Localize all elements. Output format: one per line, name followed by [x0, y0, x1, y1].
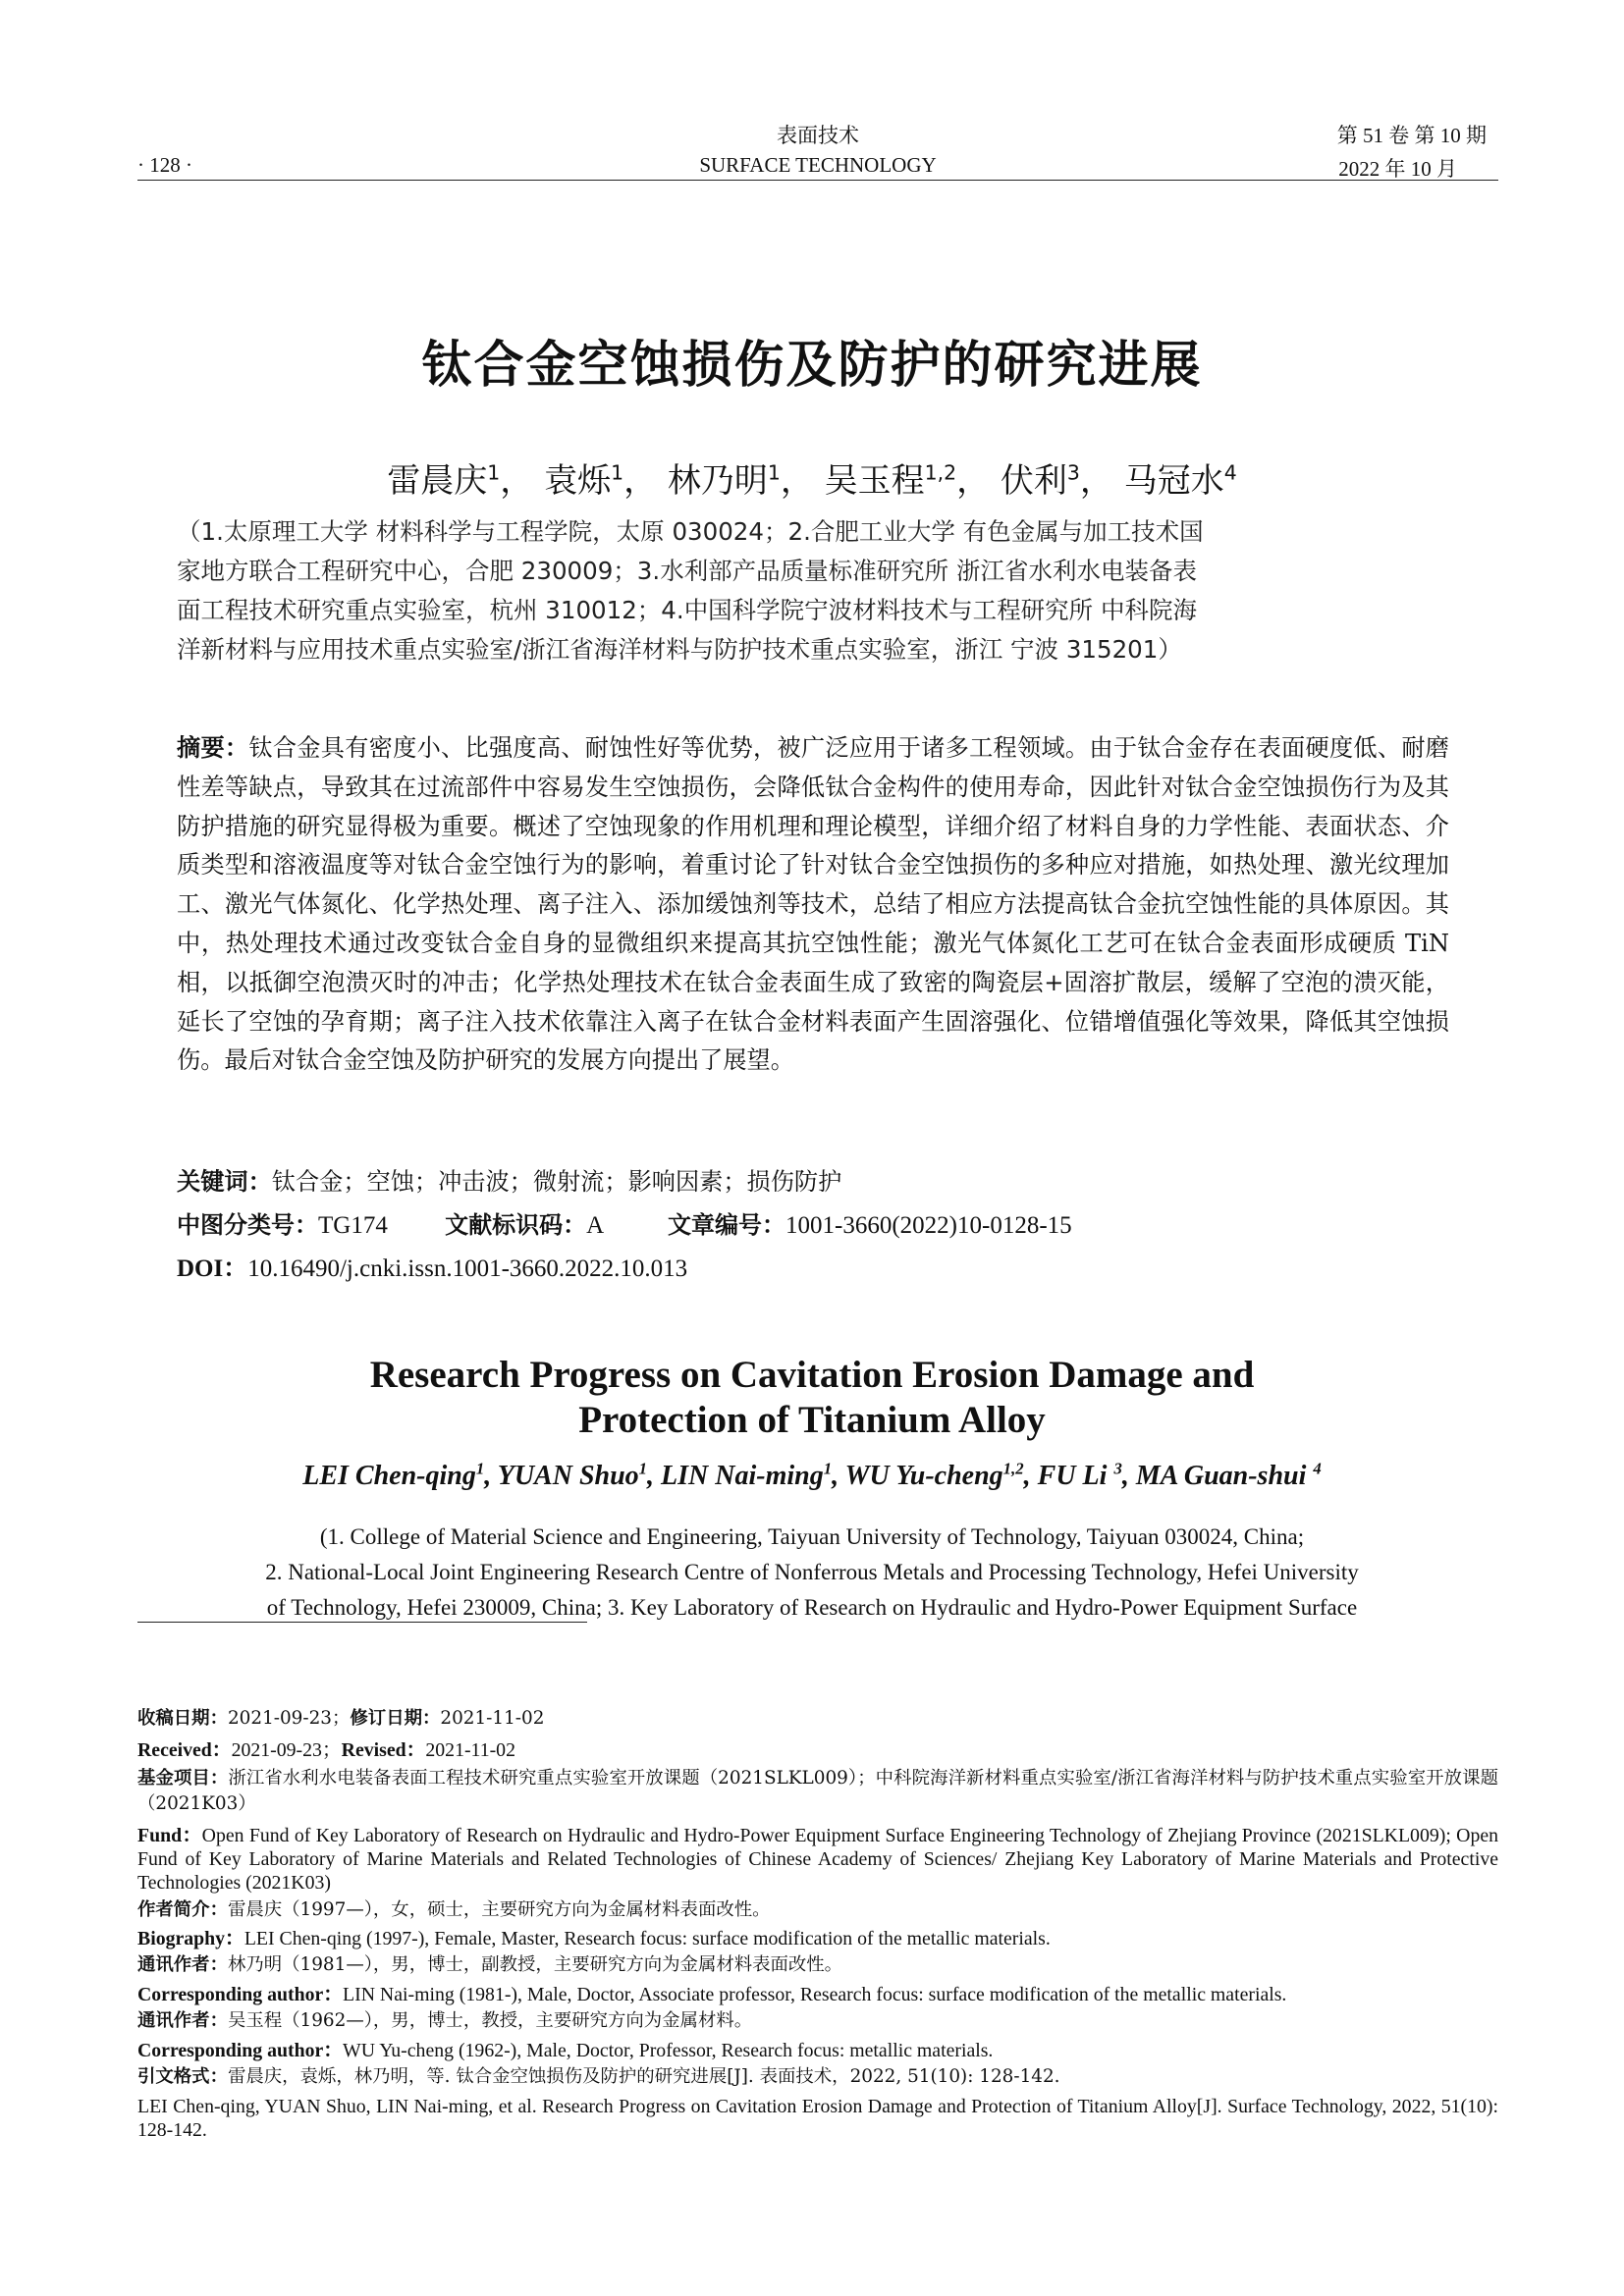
author-list-en: LEI Chen-qing$^1$, YUAN Shuo$^1$, LIN Nai-ming$^1$, WU Yu-cheng$^{1,2}$, FU Li $^3$, MA Guan-shui $^4$ — [302, 1459, 1322, 1491]
doi-label: DOI： — [177, 1255, 248, 1282]
article-no-label: 文章编号： — [668, 1211, 786, 1239]
page-number: · 128 · — [137, 153, 192, 177]
fund-en: Fund：Open Fund of Key Laboratory of Research on Hydraulic and Hydro-Power Equipment Surface Engineering Technology of Zhejiang Province (2021SLKL009); Open Fund of Key Laboratory of Marine Materials and Related Technologies of Chinese Academy of Sciences/ Zhejiang Key Laboratory of Marine Materials and Protective Technologies (2021K03) — [137, 1824, 1498, 1895]
received-en: Received：2021-09-23；Revised：2021-11-02 — [137, 1738, 515, 1761]
doi-line — [177, 1249, 687, 1284]
doc-code-label: 文献标识码： — [445, 1211, 587, 1239]
running-header — [137, 116, 1498, 181]
author: 袁烁$^1$ — [544, 460, 624, 501]
affiliation-line: (1. College of Material Science and Engineering, Taiyuan University of Technology, Taiyuan 030024, China; — [319, 1524, 1305, 1549]
bio-en: Biography：LEI Chen-qing (1997-), Female, Master, Research focus: surface modification of the metallic materials. — [137, 1928, 1051, 1950]
abstract-label: 摘要： — [177, 734, 249, 762]
footnotes — [137, 1706, 1498, 2142]
corresponding-author-2-cn: 通讯作者：吴玉程（1962—），男，博士，教授，主要研究方向为金属材料。 — [137, 2010, 753, 2032]
author-list-cn: 雷晨庆$^1$， 袁烁$^1$， 林乃明$^1$， 吴玉程$^{1,2}$， 伏利$^3$， 马冠水$^4$ — [387, 460, 1237, 501]
doc-code-value: A — [586, 1212, 603, 1239]
author: LIN Nai-ming$^1$ — [661, 1459, 833, 1491]
corresponding-author-1-en: Corresponding author：LIN Nai-ming (1981-), Male, Doctor, Associate professor, Research focus: surface modification of the metallic materials. — [137, 1983, 1287, 2005]
abstract-text: 钛合金具有密度小、比强度高、耐蚀性好等优势，被广泛应用于诸多工程领域。由于钛合金存在表面硬度低、耐磨性差等缺点，导致其在过流部件中容易发生空蚀损伤，会降低钛合金构件的使用寿命，因此针对钛合金空蚀损伤行为及其防护措施的研究显得极为重要。概述了空蚀现象的作用机理和理论模型，详细介绍了材料自身的力学性能、表面状态、介质类型和溶液温度等对钛合金空蚀行为的影响，着重讨论了针对钛合金空蚀损伤的多种应对措施，如热处理、激光纹理加工、激光气体氮化、化学热处理、离子注入、添加缓蚀剂等技术，总结了相应方法提高钛合金抗空蚀性能的具体原因。其中，热处理技术通过改变钛合金自身的显微组织来提高其抗空蚀性能；激光气体氮化工艺可在钛合金表面形成硬质 TiN 相，以抵御空泡溃灭时的冲击；化学热处理技术在钛合金表面生成了致密的陶瓷层+固溶扩散层，缓解了空泡的溃灭能，延长了空蚀的孕育期；离子注入技术依靠注入离子在钛合金材料表面产生固溶强化、位错增值强化等效果，降低其空蚀损伤。最后对钛合金空蚀及防护研究的发展方向提出了展望。 — [177, 734, 1449, 1075]
author: FU Li $^3$ — [1037, 1459, 1122, 1491]
title-en-line: Research Progress on Cavitation Erosion Damage and — [369, 1354, 1255, 1396]
affiliations-en — [0, 1520, 1624, 1626]
fund-cn: 基金项目：浙江省水利水电装备表面工程技术研究重点实验室开放课题（2021SLKL009）；中科院海洋新材料重点实验室/浙江省海洋材料与防护技术重点实验室开放课题（2021K03） — [137, 1767, 1498, 1815]
citation-format-cn: 引文格式：雷晨庆，袁烁，林乃明，等. 钛合金空蚀损伤及防护的研究进展[J]. 表面技术，2022, 51(10): 128-142. — [137, 2066, 1060, 2088]
affiliation-line: 洋新材料与应用技术重点实验室/浙江省海洋材料与防护技术重点实验室，浙江 宁波 315201） — [177, 635, 1182, 664]
author: LEI Chen-qing$^1$ — [302, 1459, 485, 1491]
author: 伏利$^3$ — [1000, 460, 1080, 501]
journal-name-cn: 表面技术 — [777, 124, 859, 147]
author: 吴玉程$^{1,2}$ — [824, 460, 957, 501]
footnote-rule — [137, 1622, 587, 1623]
issue-date: 2022 年 10 月 — [1338, 157, 1457, 181]
corresponding-author-2-en: Corresponding author：WU Yu-cheng (1962-), Male, Doctor, Professor, Research focus: metallic materials. — [137, 2039, 994, 2061]
keywords-label: 关键词： — [177, 1168, 272, 1196]
affiliations-cn — [177, 512, 1453, 669]
affiliation-line: of Technology, Hefei 230009, China; 3. Key Laboratory of Research on Hydraulic and Hydro-Power Equipment Surface — [266, 1595, 1358, 1620]
clc-value: TG174 — [318, 1212, 388, 1239]
article-title-cn: 钛合金空蚀损伤及防护的研究进展 — [421, 337, 1203, 395]
received-cn: 收稿日期：2021-09-23；修订日期：2021-11-02 — [137, 1708, 545, 1729]
affiliation-line: 面工程技术研究重点实验室，杭州 310012；4.中国科学院宁波材料技术与工程研究所 中科院海 — [177, 596, 1197, 624]
keywords-cn — [177, 1162, 841, 1197]
bio-cn: 作者简介：雷晨庆（1997—），女，硕士，主要研究方向为金属材料表面改性。 — [137, 1898, 771, 1920]
doi-value: 10.16490/j.cnki.issn.1001-3660.2022.10.013 — [247, 1255, 688, 1282]
header-rule — [137, 180, 1498, 181]
abstract-cn — [177, 729, 1449, 1081]
author: 马冠水$^4$ — [1123, 460, 1237, 501]
citation-format-en: LEI Chen-qing, YUAN Shuo, LIN Nai-ming, et al. Research Progress on Cavitation Erosion Damage and Protection of Titanium Alloy[J]. Surface Technology, 2022, 51(10): 128-142. — [137, 2095, 1498, 2141]
clc-label: 中图分类号： — [177, 1211, 318, 1239]
volume-issue: 第 51 卷 第 10 期 — [1336, 124, 1487, 147]
article-no-value: 1001-3660(2022)10-0128-15 — [785, 1212, 1072, 1239]
affiliation-line: 家地方联合工程研究中心，合肥 230009；3.水利部产品质量标准研究所 浙江省水利水电装备表 — [177, 557, 1197, 585]
author: 林乃明$^1$ — [667, 460, 781, 501]
article-title-en — [0, 1353, 1624, 1443]
author: MA Guan-shui $^4$ — [1135, 1459, 1322, 1491]
author: 雷晨庆$^1$ — [387, 460, 501, 501]
journal-name-en: SURFACE TECHNOLOGY — [699, 153, 937, 177]
author: WU Yu-cheng$^{1,2}$ — [844, 1459, 1024, 1491]
author: YUAN Shuo$^1$ — [497, 1459, 648, 1491]
keywords-text: 钛合金；空蚀；冲击波；微射流；影响因素；损伤防护 — [271, 1168, 842, 1196]
classification-line — [177, 1205, 1072, 1240]
corresponding-author-1-cn: 通讯作者：林乃明（1981—），男，博士，副教授，主要研究方向为金属材料表面改性。 — [137, 1954, 843, 1976]
affiliation-line: （1.太原理工大学 材料科学与工程学院，太原 030024；2.合肥工业大学 有色金属与加工技术国 — [177, 517, 1204, 546]
affiliation-line: 2. National-Local Joint Engineering Research Centre of Nonferrous Metals and Processing Technology, Hefei University — [265, 1560, 1359, 1584]
title-en-line: Protection of Titanium Alloy — [578, 1399, 1046, 1441]
